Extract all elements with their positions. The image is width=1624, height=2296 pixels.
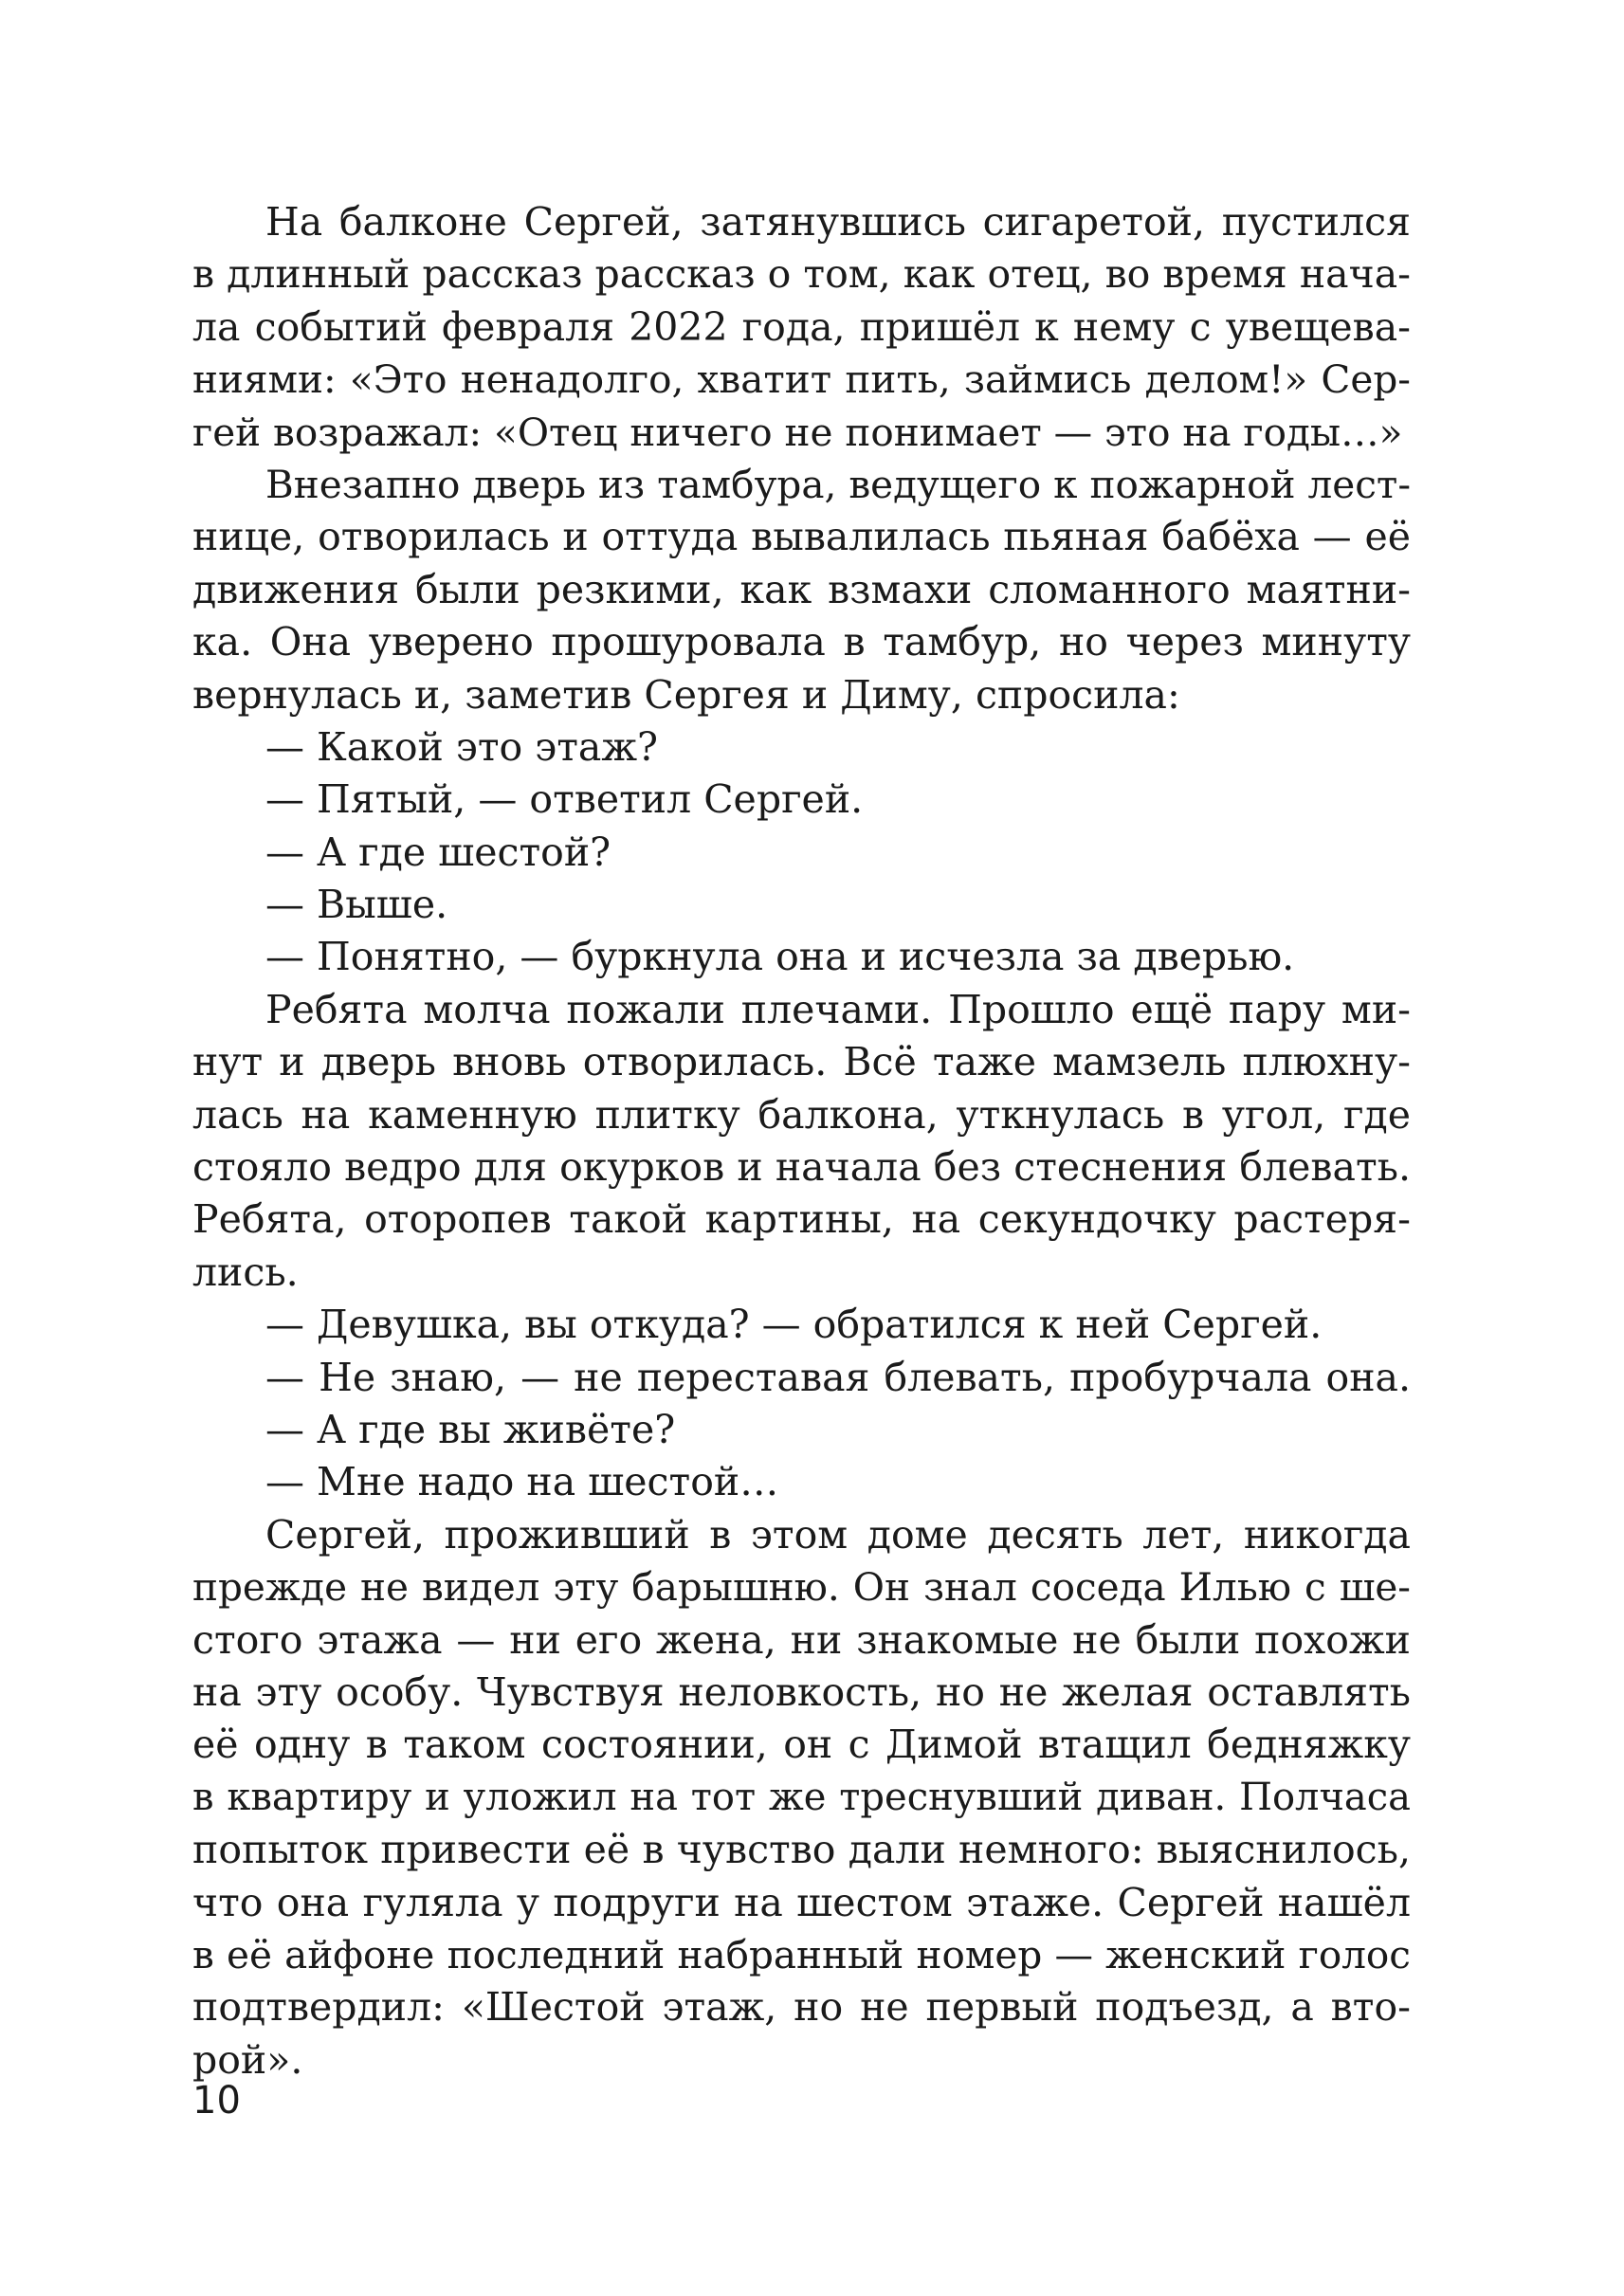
text-line: в длинный рассказ рассказ о том, как отец, во время нача- xyxy=(192,251,1411,298)
text-line: движения были резкими, как взмахи сломанного маятни- xyxy=(192,566,1411,612)
text-line: нут и дверь вновь отворилась. Всё таже мамзель плюхну- xyxy=(192,1039,1411,1085)
body-text xyxy=(192,196,1411,2086)
text-line: ка. Она уверено прошуровала в тамбур, но через минуту xyxy=(192,619,1411,665)
text-line: что она гуляла у подруги на шестом этаже. Сергей нашёл xyxy=(192,1879,1411,1925)
text-line: стояло ведро для окурков и начала без стеснения блевать. xyxy=(192,1144,1411,1191)
text-line: — Пятый, — ответил Сергей. xyxy=(265,776,864,823)
text-line: подтвердил: «Шестой этаж, но не первый подъезд, а вто- xyxy=(192,1984,1411,2031)
text-line: прежде не видел эту барышню. Он знал соседа Илью с ше- xyxy=(192,1564,1411,1611)
text-line: — Не знаю, — не переставая блевать, пробурчала она. xyxy=(265,1354,1411,1400)
text-line: — Какой это этаж? xyxy=(265,723,659,770)
text-line: нице, отворилась и оттуда вывалилась пьяная бабёха — её xyxy=(192,514,1411,560)
text-line: стого этажа — ни его жена, ни знакомые не были похожи xyxy=(192,1616,1411,1663)
text-line: рой». xyxy=(192,2036,303,2083)
text-line: её одну в таком состоянии, он с Димой втащил бедняжку xyxy=(192,1722,1411,1768)
text-line: — Понятно, — буркнула она и исчезла за дверью. xyxy=(265,934,1295,980)
text-line: — А где шестой? xyxy=(265,829,611,875)
text-line: лись. xyxy=(192,1248,299,1295)
text-line: — Девушка, вы откуда? — обратился к ней Сергей. xyxy=(265,1302,1323,1348)
text-line: На балконе Сергей, затянувшись сигаретой, пустился xyxy=(265,199,1411,245)
text-line: — Выше. xyxy=(265,882,448,928)
text-line: вернулась и, заметив Сергея и Диму, спросила: xyxy=(192,671,1180,718)
text-line: на эту особу. Чувствуя неловкость, но не желая оставлять xyxy=(192,1668,1411,1715)
text-line: гей возражал: «Отец ничего не понимает — это на годы…» xyxy=(192,409,1403,455)
text-line: лась на каменную плитку балкона, уткнулась в угол, где xyxy=(192,1091,1411,1138)
text-line: Внезапно дверь из тамбура, ведущего к пожарной лест- xyxy=(265,461,1411,507)
text-line: Ребята, оторопев такой картины, на секундочку растеря- xyxy=(192,1196,1411,1243)
text-line: ниями: «Это ненадолго, хватит пить, займись делом!» Сер- xyxy=(192,356,1411,403)
text-line: попыток привести её в чувство дали немного: выяснилось, xyxy=(192,1827,1411,1873)
text-line: в её айфоне последний набранный номер — женский голос xyxy=(192,1931,1411,1977)
page-number: 10 xyxy=(192,2079,241,2123)
text-line: Сергей, проживший в этом доме десять лет, никогда xyxy=(265,1511,1411,1558)
text-line: — Мне надо на шестой… xyxy=(265,1459,779,1505)
text-line: ла событий февраля 2022 года, пришёл к нему с увещева- xyxy=(192,303,1411,350)
text-line: Ребята молча пожали плечами. Прошло ещё пару ми- xyxy=(265,986,1411,1032)
text-line: в квартиру и уложил на тот же треснувший диван. Полчаса xyxy=(192,1775,1411,1819)
text-line: — А где вы живёте? xyxy=(265,1406,676,1452)
